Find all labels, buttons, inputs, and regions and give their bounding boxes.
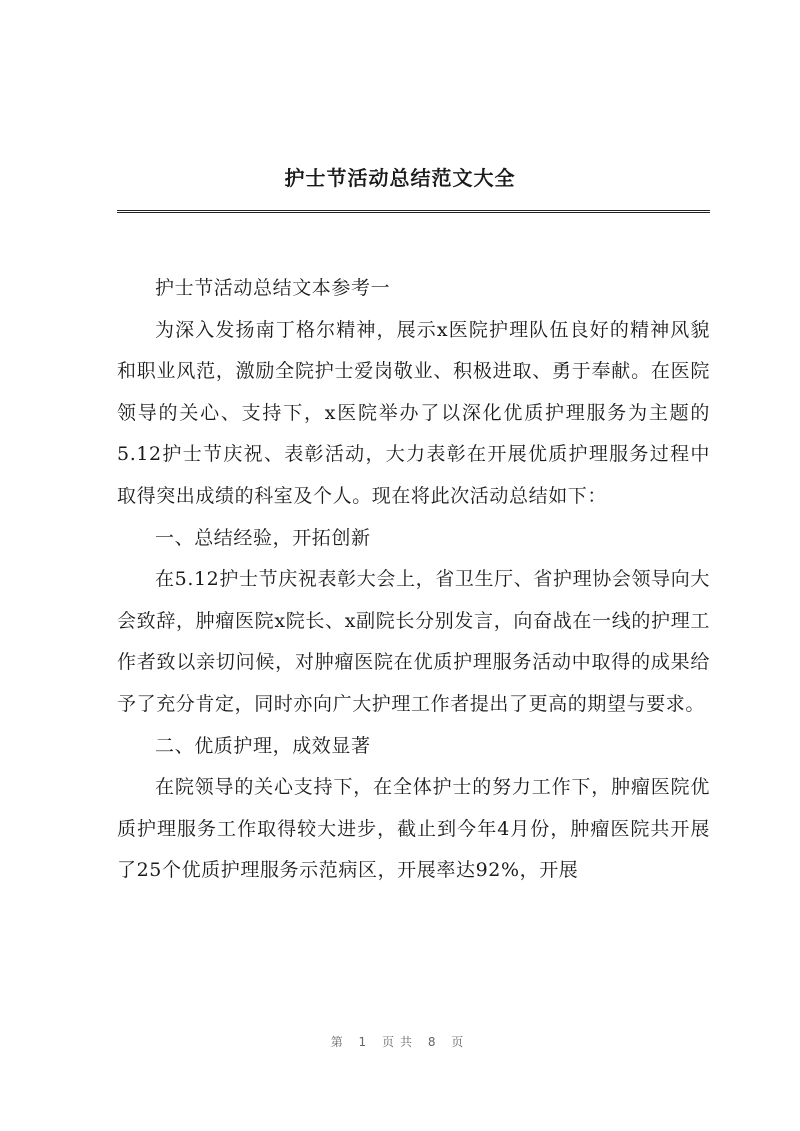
- page-footer: 第 1 页共 8 页: [330, 1035, 470, 1049]
- document-body: [117, 268, 710, 892]
- paragraph-section-1: 在5.12护士节庆祝表彰大会上，省卫生厅、省护理协会领导向大会致辞，肿瘤医院x院长、x副院长分别发言，向奋战在一线的护理工作者致以亲切问候，对肿瘤医院在优质护理服务活动中取得的成果给予了充分肯定，同时亦向广大护理工作者提出了更高的期望与要求。: [117, 568, 710, 715]
- document-title: 护士节活动总结范文大全: [284, 166, 516, 190]
- paragraph-heading-reference: 护士节活动总结文本参考一: [155, 277, 391, 299]
- section-heading-1: 一、总结经验，开拓创新: [155, 526, 371, 549]
- paragraph-intro: 为深入发扬南丁格尔精神，展示x医院护理队伍良好的精神风貌和职业风范，激励全院护士爱岗敬业、积极进取、勇于奉献。在医院领导的关心、支持下，x医院举办了以深化优质护理服务为主题的5.12护士节庆祝、表彰活动，大力表彰在开展优质护理服务过程中取得突出成绩的科室及个人。现在将此次活动总结如下：: [117, 318, 710, 507]
- paragraph-section-2: 在院领导的关心支持下，在全体护士的努力工作下，肿瘤医院优质护理服务工作取得较大进步，截止到今年4月份，肿瘤医院共开展了25个优质护理服务示范病区，开展率达92%，开展: [117, 776, 710, 882]
- section-heading-2: 二、优质护理，成效显著: [155, 734, 371, 757]
- title-divider: [117, 210, 710, 213]
